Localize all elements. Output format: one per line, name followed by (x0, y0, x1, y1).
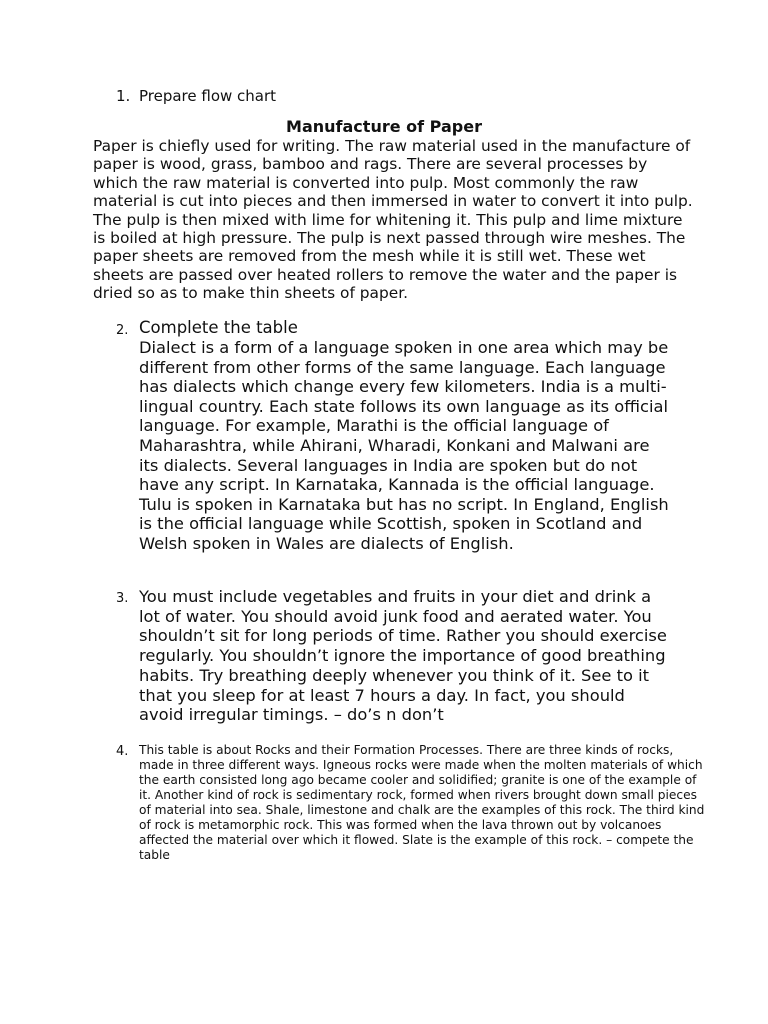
item-2-label: Complete the table (139, 318, 298, 337)
item-1-label: Prepare flow chart (139, 87, 277, 105)
item-2-number: 2. (116, 323, 129, 338)
item-3-number: 3. (116, 591, 129, 606)
section-1-paragraph: Paper is chiefly used for writing. The raw material used in the manufacture of paper is wood, grass, bamboo and rags. There are several processes by which the raw material is converted into pulp. Most commonly the raw material is cut into pieces and then immersed in water to convert it into pulp. The pulp is then mixed with lime for whitening it. This pulp and lime mixture is boiled at high pressure. The pulp is next passed through wire meshes. The paper sheets are removed from the mesh while it is still wet. These wet sheets are passed over heated rollers to remove the water and the paper is dried so as to make thin sheets of paper. (93, 137, 693, 303)
section-4-paragraph: This table is about Rocks and their Formation Processes. There are three kinds of rocks, made in three different ways. Igneous rocks were made when the molten materials of which the earth consisted long ago became cooler and solidified; granite is one of the example of it. Another kind of rock is sedimentary rock, formed when rivers brought down small pieces of material into sea. Shale, limestone and chalk are the examples of this rock. The third kind of rock is metamorphic rock. This was formed when the lava thrown out by volcanoes affected the material over which it flowed. Slate is the example of this rock. – compete the table (139, 743, 705, 862)
section-2-paragraph: Dialect is a form of a language spoken in one area which may be different from other forms of the same language. Each language has dialects which change every few kilometers. India is a multi-lingual country. Each state follows its own language as its official language. For example, Marathi is the official language of Maharashtra, while Ahirani, Wharadi, Konkani and Malwani are its dialects. Several languages in India are spoken but do not have any script. In Karnataka, Kannada is the official language. Tulu is spoken in Karnataka but has no script. In England, English is the official language while Scottish, spoken in Scotland and Welsh spoken in Wales are dialects of English. (139, 338, 669, 553)
item-4-number: 4. (116, 744, 129, 759)
item-1-number: 1. (116, 87, 131, 105)
section-1-title: Manufacture of Paper (286, 117, 482, 136)
section-3-paragraph: You must include vegetables and fruits in your diet and drink a lot of water. You should avoid junk food and aerated water. You shouldn’t sit for long periods of time. Rather you should exercise regularly. You shouldn’t ignore the importance of good breathing habits. Try breathing deeply whenever you think of it. See to it that you sleep for at least 7 hours a day. In fact, you should avoid irregular timings. – do’s n don’t (139, 587, 667, 725)
